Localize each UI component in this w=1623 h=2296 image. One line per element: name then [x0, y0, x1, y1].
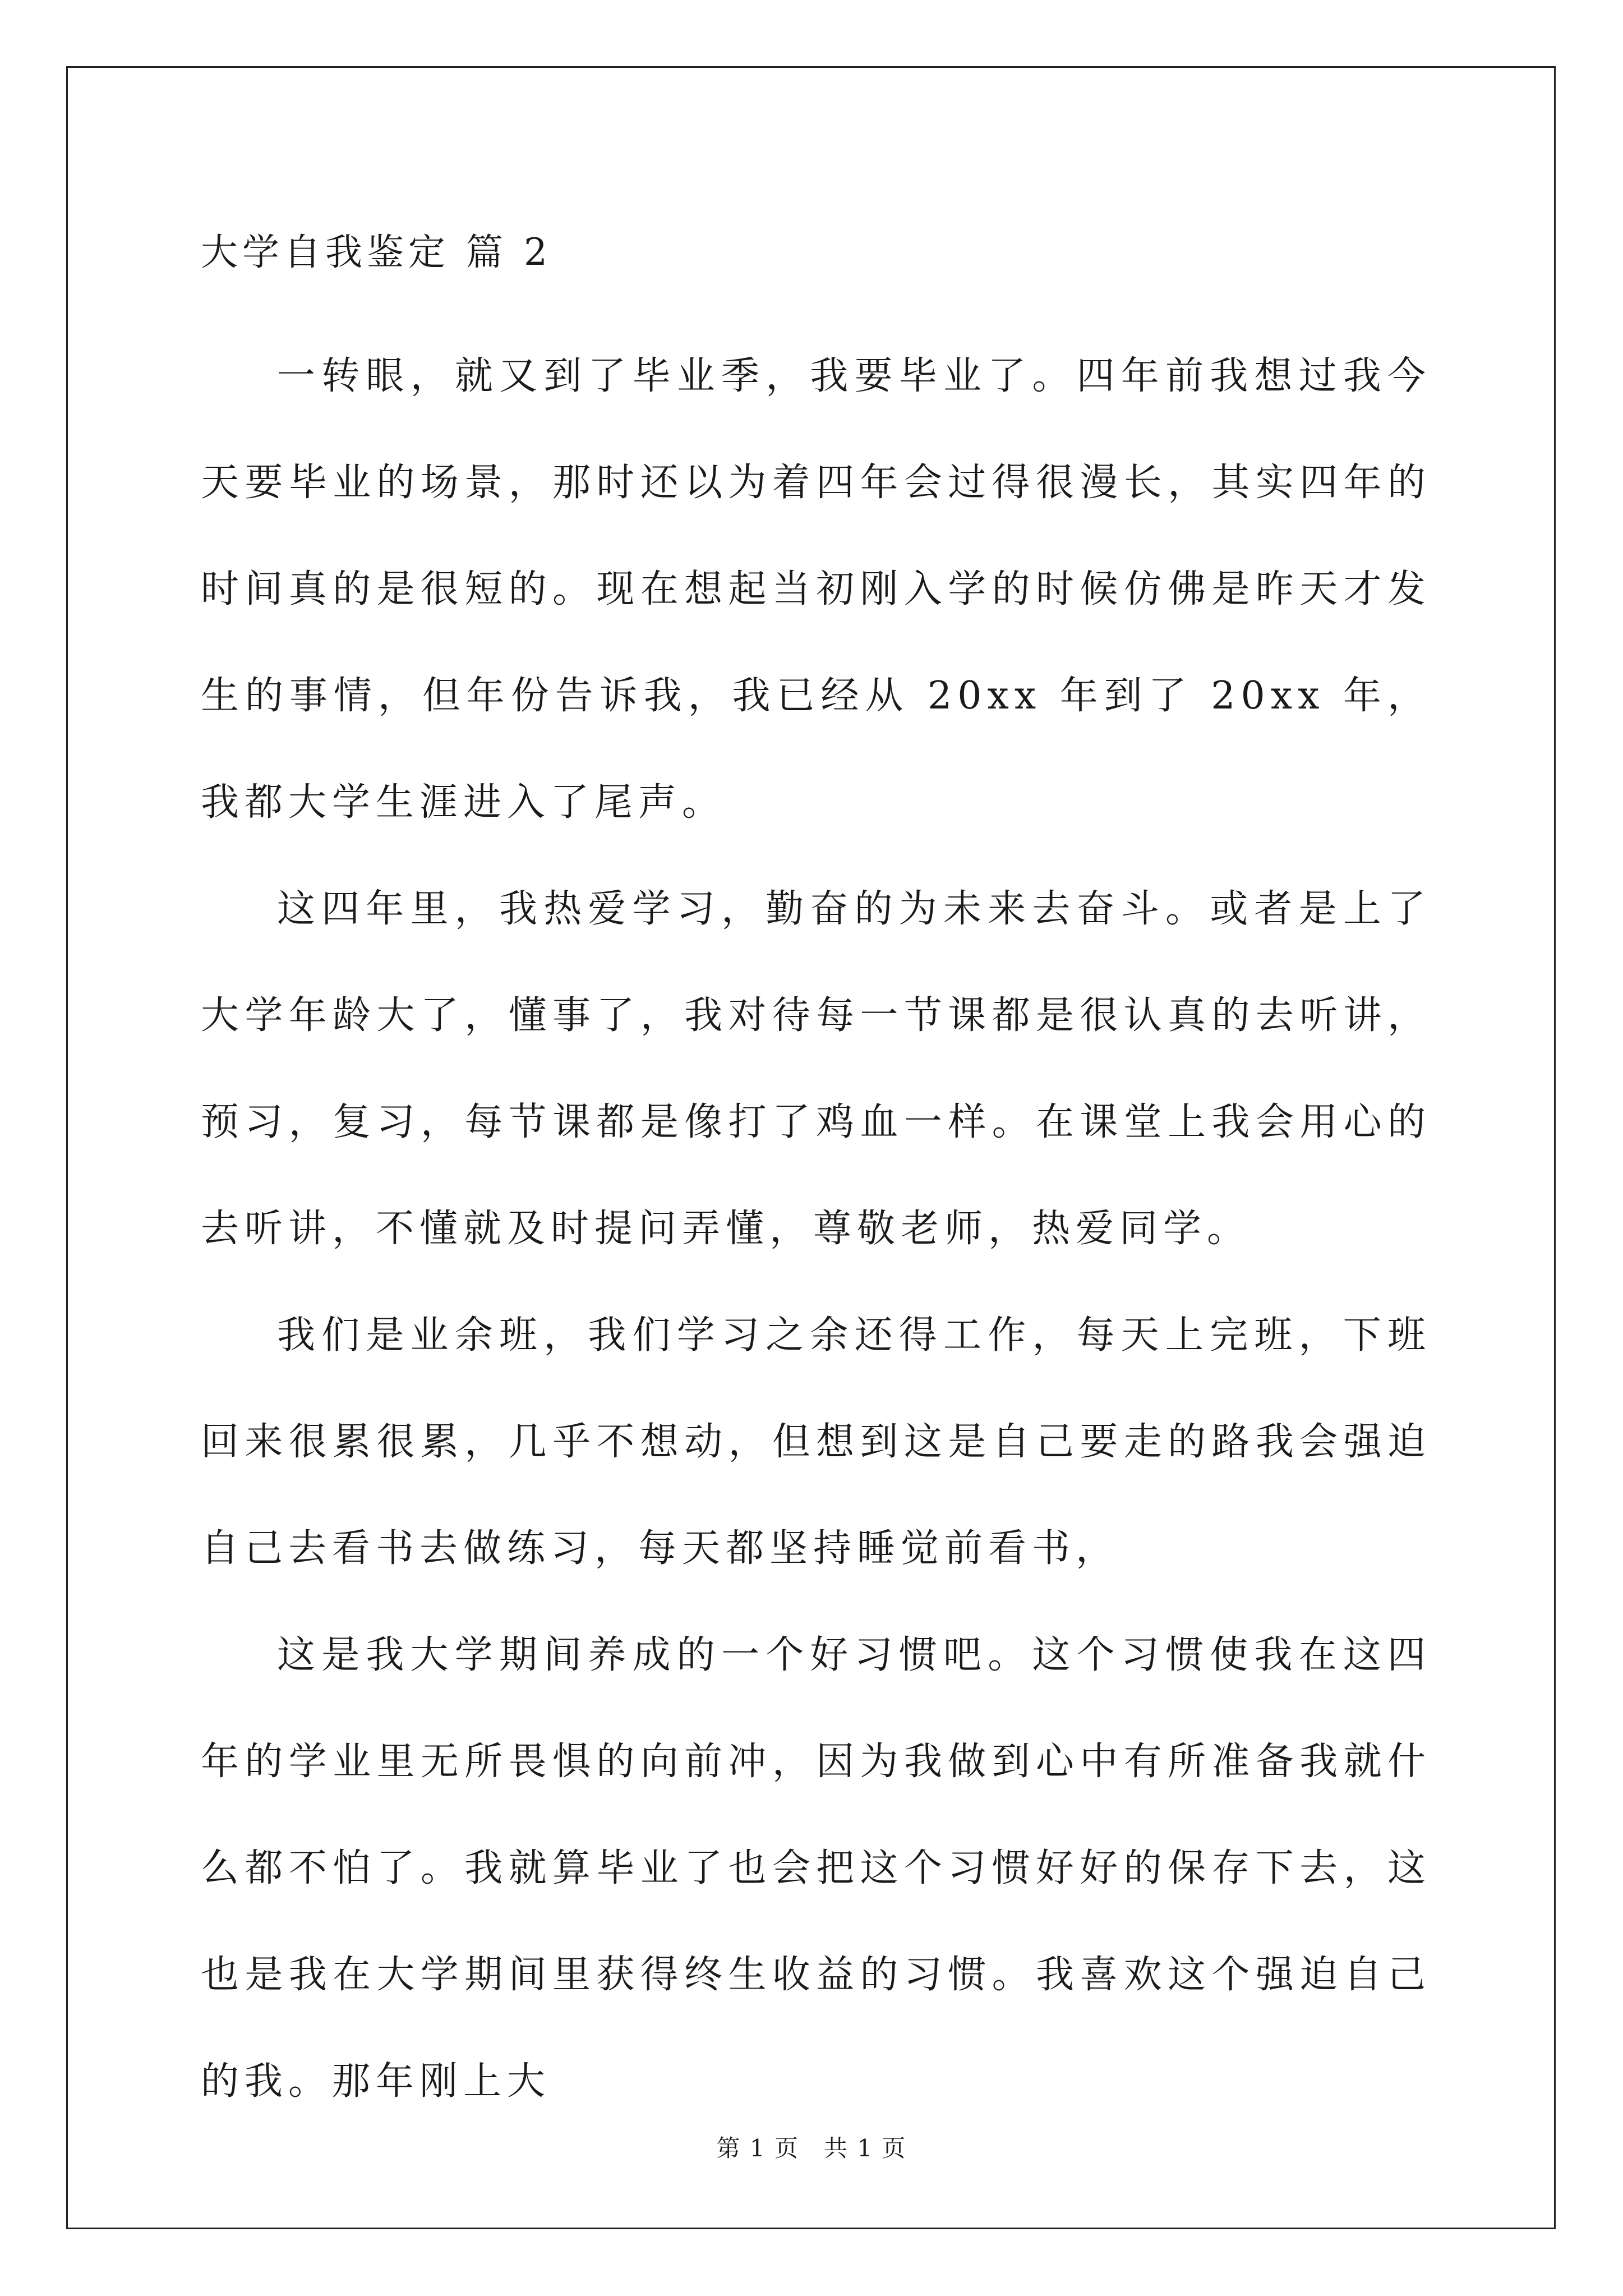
page-footer: 第 1 页 共 1 页 [716, 2134, 907, 2162]
document-body [201, 219, 1431, 2135]
paragraph-4: 这是我大学期间养成的一个好习惯吧。这个习惯使我在这四年的学业里无所畏惧的向前冲，因为我做到心中有所准备我就什么都不怕了。我就算毕业了也会把这个习惯好好的保存下去，这也是我在大学期间里获得终生收益的习惯。我喜欢这个强迫自己的我。那年刚上大 [201, 1633, 1431, 2104]
document-title: 大学自我鉴定 篇 2 [201, 231, 552, 274]
paragraph-2: 这四年里，我热爱学习，勤奋的为未来去奋斗。或者是上了大学年龄大了，懂事了，我对待每一节课都是很认真的去听讲，预习，复习，每节课都是像打了鸡血一样。在课堂上我会用心的去听讲，不懂就及时提问弄懂，尊敬老师，热爱同学。 [201, 887, 1431, 1251]
paragraph-3: 我们是业余班，我们学习之余还得工作，每天上完班，下班回来很累很累，几乎不想动，但想到这是自己要走的路我会强迫自己去看书去做练习，每天都坚持睡觉前看书， [201, 1313, 1431, 1571]
paragraph-1: 一转眼，就又到了毕业季，我要毕业了。四年前我想过我今天要毕业的场景，那时还以为着四年会过得很漫长，其实四年的时间真的是很短的。现在想起当初刚入学的时候仿佛是昨天才发生的事情，但年份告诉我，我已经从 20xx 年到了 20xx 年，我都大学生涯进入了尾声。 [201, 354, 1431, 825]
